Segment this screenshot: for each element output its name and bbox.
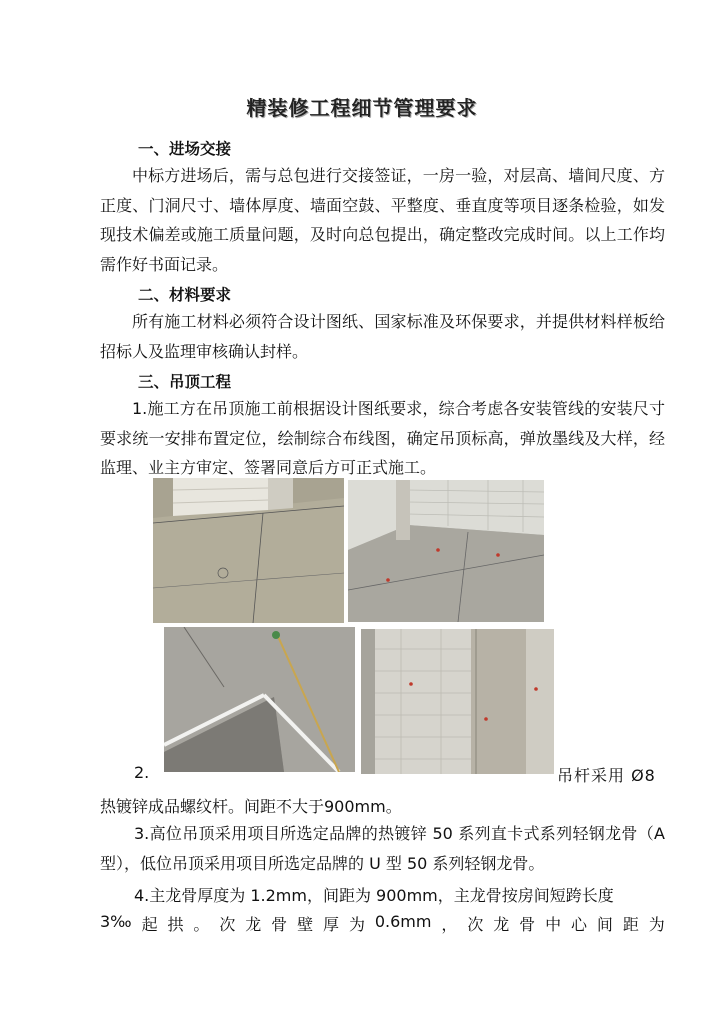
paragraph-ceiling-3: 3.高位吊顶采用项目所选定品牌的热镀锌 50 系列直卡式系列轻钢龙骨（A 型），低位吊顶采用项目所选定品牌的 U 型 50 系列轻钢龙骨。: [100, 824, 665, 873]
line2-token: 次: [219, 915, 236, 934]
line2-token: 起: [141, 915, 158, 934]
line2-token: 龙: [493, 915, 510, 934]
line2-token: 3‰: [100, 912, 132, 931]
photo-block-wall-opening: [361, 629, 554, 774]
line2-token: 距: [622, 915, 639, 934]
line2-token: 次: [467, 915, 484, 934]
page-title: 精装修工程细节管理要求: [246, 96, 478, 120]
line2-token: 骨: [519, 915, 536, 934]
photo-floor-chalk-lines: [153, 478, 344, 623]
ceiling-2-continuation: 热镀锌成品螺纹杆。间距不大于900mm。: [100, 797, 402, 816]
line2-token: 拱: [167, 915, 184, 934]
ceiling-2-number: 2.: [134, 763, 150, 782]
paragraph-ceiling-4-line2: [100, 912, 665, 935]
paragraph-ceiling-4-line1: 4.主龙骨厚度为 1.2mm，间距为 900mm，主龙骨按房间短跨长度: [134, 886, 614, 905]
paragraph-materials: 所有施工材料必须符合设计图纸、国家标准及环保要求，并提供材料样板给招标人及监理审核确认封样。: [100, 312, 665, 361]
line2-token: 龙: [245, 915, 262, 934]
line2-token: 。: [193, 915, 210, 934]
paragraph-ceiling-1: 1.施工方在吊顶施工前根据设计图纸要求，综合考虑各安装管线的安装尺寸要求统一安排布置定位，绘制综合布线图，确定吊顶标高，弹放墨线及大样，经监理、业主方审定、签署同意后方可正式施工。: [100, 399, 665, 477]
line2-token: 厚: [323, 915, 340, 934]
line2-token: 为: [348, 915, 365, 934]
line2-token: 间: [596, 915, 613, 934]
section-heading-materials: 二、材料要求: [138, 286, 232, 304]
section-heading-ceiling: 三、吊顶工程: [138, 373, 232, 391]
line2-token: 中: [545, 915, 562, 934]
line2-token: 心: [571, 915, 588, 934]
paragraph-handover: 中标方进场后，需与总包进行交接签证，一房一验，对层高、墙间尺度、方正度、门洞尺寸、墙体厚度、墙面空鼓、平整度、垂直度等项目逐条检验，如发现技术偏差或施工质量问题，及时向总包提出，确定整改完成时间。以上工作均需作好书面记录。: [100, 166, 665, 274]
line2-token: 为: [648, 915, 665, 934]
photo-ceiling-corner: [164, 627, 355, 772]
line2-token: 0.6mm: [374, 912, 432, 931]
ceiling-2-right-text: 吊杆采用 Ø8: [557, 766, 656, 785]
photo-block-wall-floor: [348, 480, 544, 622]
line2-token: 壁: [297, 915, 314, 934]
section-heading-handover: 一、进场交接: [138, 140, 232, 158]
line2-token: ，: [441, 915, 458, 934]
line2-token: 骨: [271, 915, 288, 934]
